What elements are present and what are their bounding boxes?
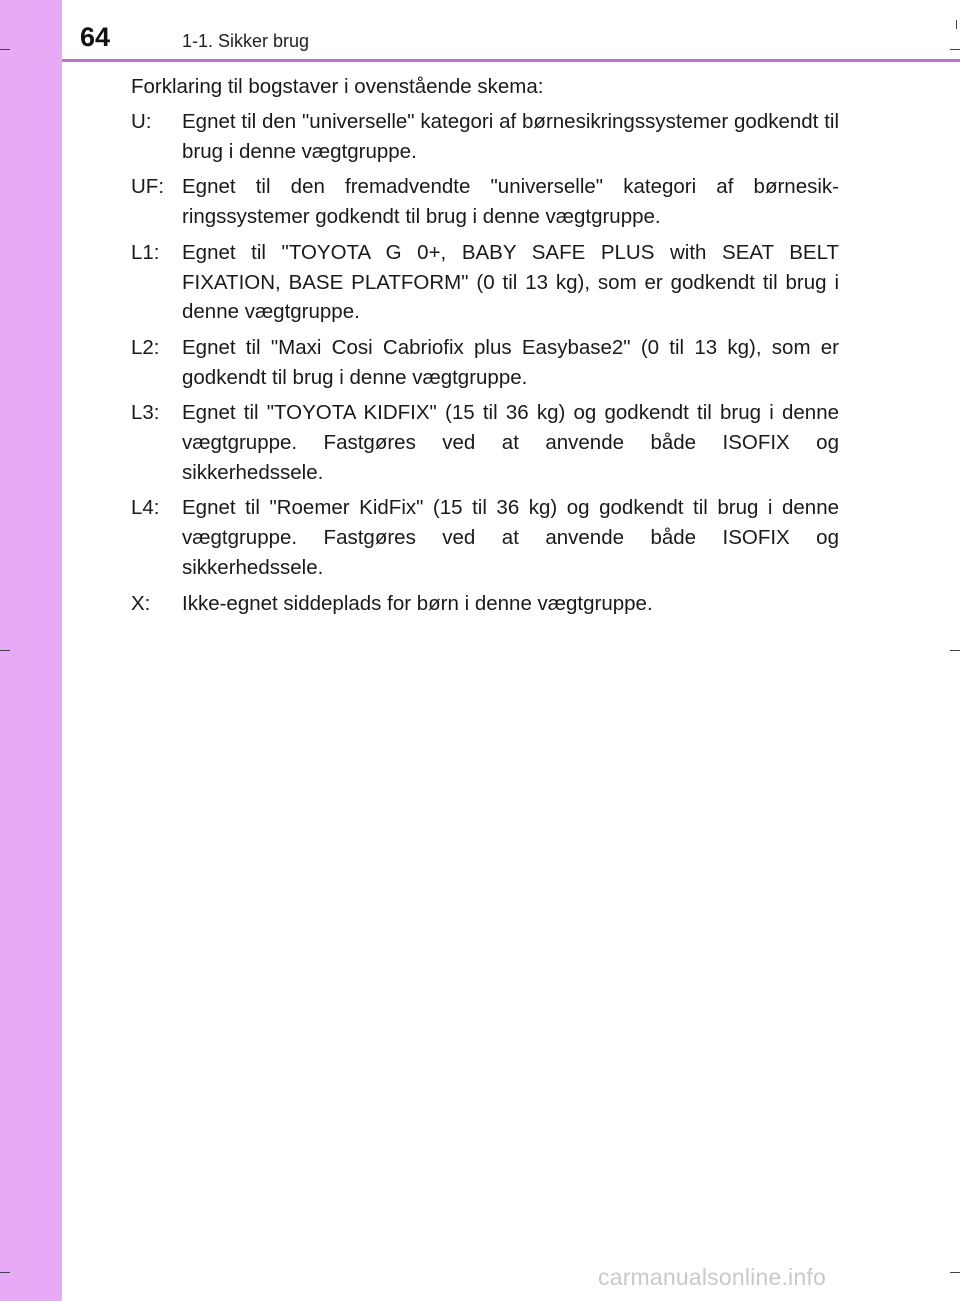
legend-text: Egnet til "TOYOTA G 0+, BABY SAFE PLUS with SEAT BELT FIXATION, BASE PLATFORM" (0 til 13 kg), som er godkendt til brug i denne vægtgruppe. xyxy=(182,240,839,324)
legend-item xyxy=(131,589,839,619)
crop-mark xyxy=(950,1272,960,1273)
legend-item xyxy=(131,398,839,487)
page-number: 64 xyxy=(80,22,111,52)
legend-text: Egnet til "Roemer KidFix" (15 til 36 kg) og godkendt til brug i denne vægtgruppe. Fastgøres ved at anvende både ISOFIX og sikkerhedssele. xyxy=(182,496,839,579)
crop-mark xyxy=(950,49,960,50)
legend-text: Egnet til den fremadvendte "universelle" kategori af børnesikringssystemer godkendt til brug i denne vægtgruppe. xyxy=(182,175,839,229)
legend-item xyxy=(131,238,839,327)
legend-text: Egnet til "TOYOTA KIDFIX" (15 til 36 kg) og godkendt til brug i denne vægtgruppe. Fastgøres ved at anvende både ISOFIX og sikkerhedssele. xyxy=(182,401,839,484)
legend-item xyxy=(131,333,839,392)
legend-code: L3: xyxy=(131,401,160,425)
legend-code: UF: xyxy=(131,175,165,199)
legend-code: L1: xyxy=(131,240,160,264)
legend-code: L2: xyxy=(131,335,160,359)
crop-mark xyxy=(0,49,10,50)
legend-code: U: xyxy=(131,110,152,133)
section-title: 1-1. Sikker brug xyxy=(182,31,310,51)
legend-text: Ikke-egnet siddeplads for børn i denne vægtgruppe. xyxy=(182,591,653,615)
legend-code: X: xyxy=(131,591,151,615)
header-rule xyxy=(62,59,960,62)
legend-item xyxy=(131,493,839,582)
crop-mark xyxy=(950,650,960,651)
legend-code: L4: xyxy=(131,496,160,520)
crop-mark xyxy=(956,20,957,29)
legend-text: Egnet til den "universelle" kategori af børnesikringssystemer godkendt til brug i denne vægtgruppe. xyxy=(182,110,839,163)
legend-item xyxy=(131,172,839,231)
crop-mark xyxy=(0,650,10,651)
legend-text: Egnet til "Maxi Cosi Cabriofix plus Easybase2" (0 til 13 kg), som er godkendt til brug i denne vægtgruppe. xyxy=(182,335,839,389)
watermark-link[interactable]: carmanualsonline.info xyxy=(598,1264,826,1290)
legend-list xyxy=(131,107,839,624)
crop-mark xyxy=(0,1272,10,1273)
legend-item xyxy=(131,107,839,166)
legend-intro: Forklaring til bogstaver i ovenstående skema: xyxy=(131,75,544,98)
